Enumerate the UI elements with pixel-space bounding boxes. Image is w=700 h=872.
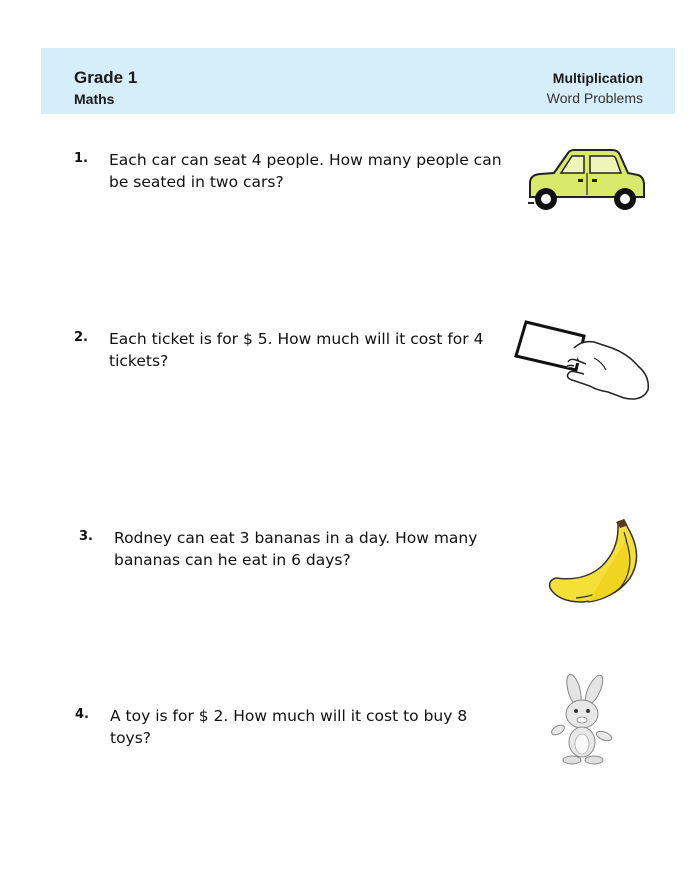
topic-subtitle: Word Problems bbox=[546, 90, 643, 106]
question-text: A toy is for $ 2. How much will it cost to buy 8 toys? bbox=[110, 707, 468, 747]
topic-title: Multiplication bbox=[552, 70, 643, 86]
question-text: Rodney can eat 3 bananas in a day. How many bananas can he eat in 6 days? bbox=[114, 529, 478, 569]
subject-label: Maths bbox=[74, 91, 115, 107]
question-text: Each ticket is for $ 5. How much will it cost for 4 tickets? bbox=[109, 330, 484, 370]
question-number: 1. bbox=[74, 151, 88, 166]
question-text: Each car can seat 4 people. How many people can be seated in two cars? bbox=[109, 151, 502, 191]
hand-ticket-icon bbox=[512, 318, 654, 406]
worksheet-header bbox=[41, 48, 675, 114]
car-icon bbox=[524, 147, 648, 215]
bunny-toy-icon bbox=[546, 674, 622, 766]
question-number: 4. bbox=[75, 707, 89, 722]
question-number: 2. bbox=[74, 330, 88, 345]
banana-icon bbox=[544, 516, 648, 606]
question-number: 3. bbox=[79, 529, 93, 544]
grade-label: Grade 1 bbox=[74, 68, 138, 87]
